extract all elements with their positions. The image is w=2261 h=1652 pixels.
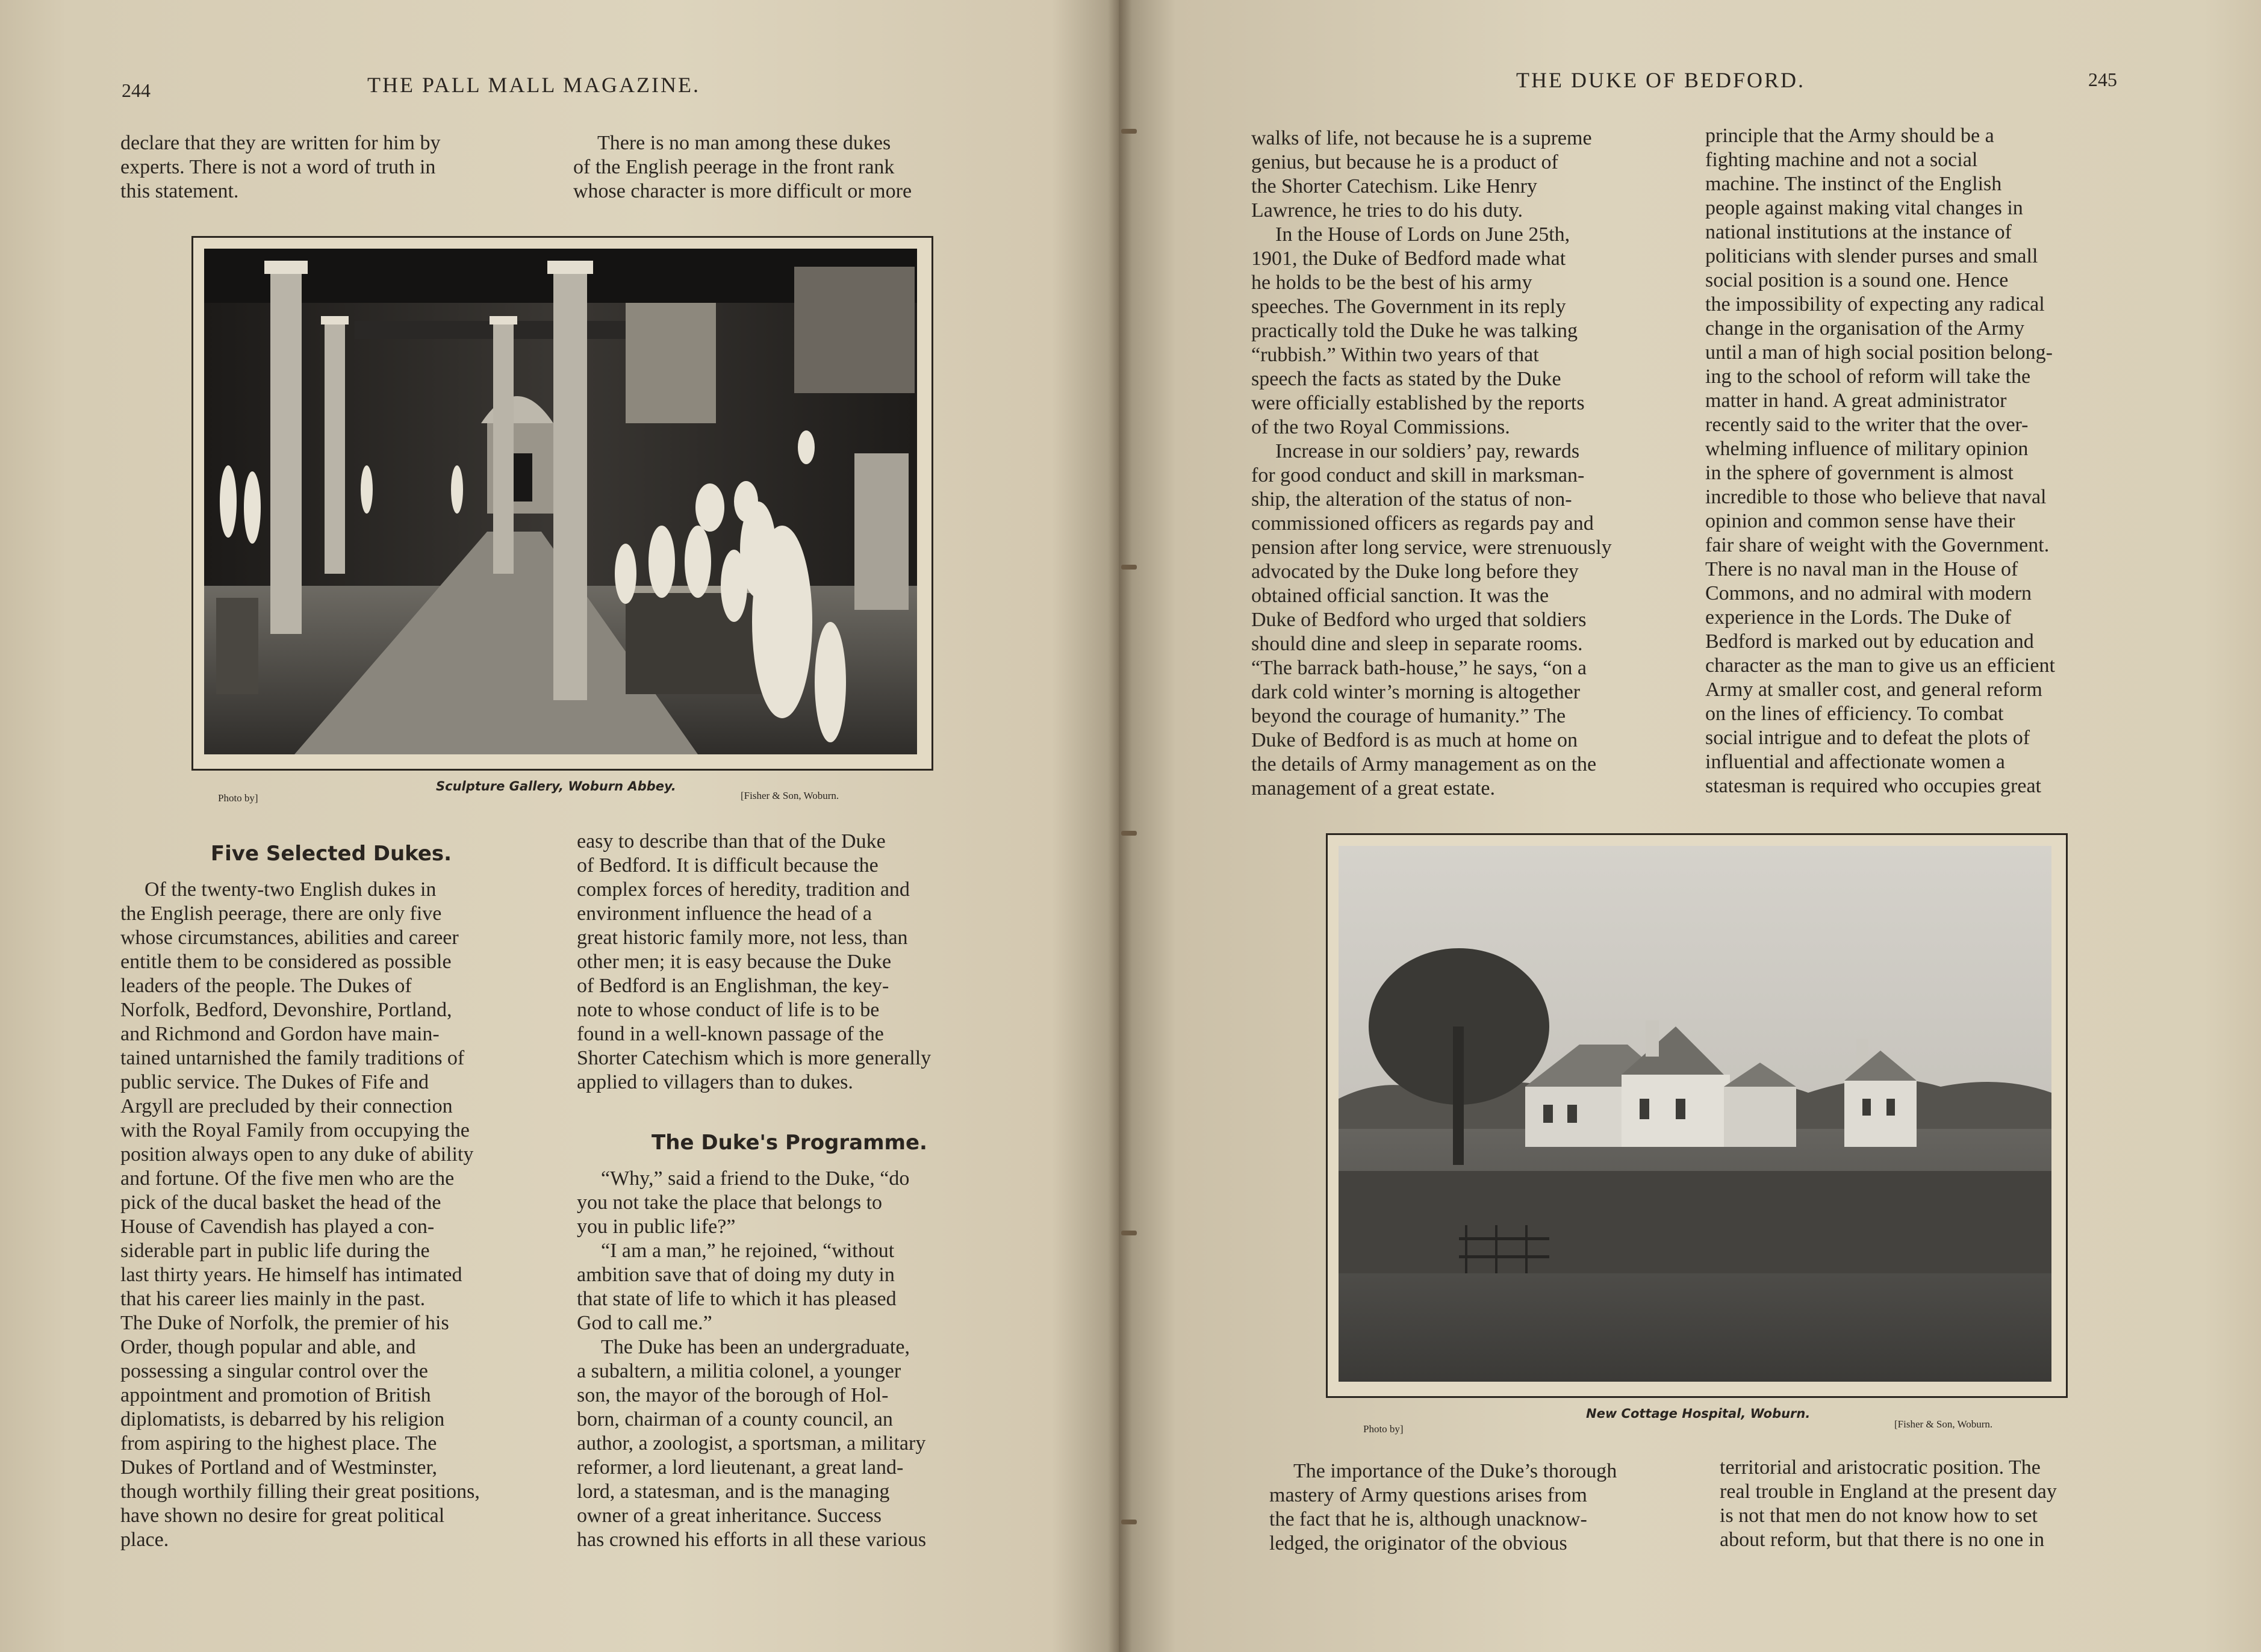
text-line: is not that men do not know how to set <box>1720 1504 2038 1527</box>
text-line: a subaltern, a militia colonel, a younger <box>577 1360 901 1382</box>
text-line: territorial and aristocratic position. The <box>1720 1456 2041 1479</box>
left-folio: 244 <box>122 79 151 101</box>
text-line: author, a zoologist, a sportsman, a military <box>577 1432 926 1455</box>
text-line: that his career lies mainly in the past. <box>120 1288 426 1310</box>
left-top-col2 <box>573 131 998 203</box>
text-line: of Bedford is an Englishman, the key- <box>577 975 889 997</box>
text-line: ledged, the originator of the obvious <box>1269 1532 1567 1554</box>
text-line: for good conduct and skill in marksman- <box>1251 464 1585 486</box>
text-line: obtained official sanction. It was the <box>1251 585 1549 607</box>
text-line: ship, the alteration of the status of non- <box>1251 488 1572 511</box>
text-line: last thirty years. He himself has intimated <box>120 1264 462 1286</box>
text-line: speeches. The Government in its reply <box>1251 296 1566 318</box>
text-line: principle that the Army should be a <box>1705 125 1994 147</box>
text-line: genius, but because he is a product of <box>1251 151 1558 173</box>
text-line: easy to describe than that of the Duke <box>577 830 886 852</box>
text-line: politicians with slender purses and small <box>1705 245 2038 267</box>
left-col2-body-a <box>577 830 1002 1095</box>
text-line: until a man of high social position belong- <box>1705 341 2053 364</box>
binding-stitch <box>1121 831 1137 836</box>
text-line: Argyll are precluded by their connection <box>120 1095 453 1117</box>
text-line: advocated by the Duke long before they <box>1251 560 1579 583</box>
text-line: of the two Royal Commissions. <box>1251 416 1510 438</box>
text-line: House of Cavendish has played a con- <box>120 1216 435 1238</box>
sculpture-gallery-caption: Sculpture Gallery, Woburn Abbey. <box>436 779 676 793</box>
binding-stitch <box>1121 1520 1137 1524</box>
text-line: you in public life?” <box>577 1216 736 1238</box>
left-running-head: THE PALL MALL MAGAZINE. <box>367 73 700 97</box>
right-bottom-col2 <box>1720 1456 2141 1552</box>
text-line: of Bedford. It is difficult because the <box>577 854 879 877</box>
text-line: “rubbish.” Within two years of that <box>1251 344 1539 366</box>
text-line: the English peerage, there are only five <box>120 902 442 925</box>
text-line: reformer, a lord lieutenant, a great land- <box>577 1456 904 1479</box>
text-line: “The barrack bath-house,” he says, “on a <box>1251 657 1587 679</box>
text-line: the details of Army management as on the <box>1251 753 1597 775</box>
text-line: experience in the Lords. The Duke of <box>1705 606 2012 629</box>
text-line: on the lines of efficiency. To combat <box>1705 703 2004 725</box>
text-line: “Why,” said a friend to the Duke, “do <box>601 1167 910 1190</box>
text-line: public service. The Dukes of Fife and <box>120 1071 429 1093</box>
text-line: Shorter Catechism which is more generally <box>577 1047 931 1069</box>
text-line: place. <box>120 1529 169 1551</box>
text-line: and Richmond and Gordon have main- <box>120 1023 440 1045</box>
text-line: experts. There is not a word of truth in <box>120 156 436 178</box>
photo-credit: [Fisher & Son, Woburn. <box>741 790 839 801</box>
text-line: born, chairman of a county council, an <box>577 1408 893 1430</box>
text-line: tained untarnished the family traditions of <box>120 1047 465 1069</box>
heading-dukes-programme: The Duke's Programme. <box>652 1131 927 1155</box>
text-line: fair share of weight with the Government. <box>1705 534 2050 556</box>
text-line: whose circumstances, abilities and career <box>120 927 459 949</box>
right-bottom-col1 <box>1269 1459 1686 1556</box>
text-line: pick of the ducal basket the head of the <box>120 1191 441 1214</box>
text-line: There is no man among these dukes <box>597 132 891 154</box>
text-line: beyond the courage of humanity.” The <box>1251 705 1566 727</box>
text-line: of the English peerage in the front rank <box>573 156 895 178</box>
text-line: God to call me.” <box>577 1312 712 1334</box>
text-line: leaders of the people. The Dukes of <box>120 975 412 997</box>
text-line: found in a well-known passage of the <box>577 1023 884 1045</box>
text-line: character as the man to give us an efficient <box>1705 654 2055 677</box>
text-line: diplomatists, is debarred by his religion <box>120 1408 445 1430</box>
text-line: appointment and promotion of British <box>120 1384 431 1406</box>
text-line: about reform, but that there is no one in <box>1720 1529 2045 1551</box>
right-folio: 245 <box>2088 69 2117 90</box>
text-line: note to whose conduct of life is to be <box>577 999 880 1021</box>
text-line: whose character is more difficult or more <box>573 180 912 202</box>
heading-five-selected-dukes: Five Selected Dukes. <box>210 842 452 866</box>
text-line: Order, though popular and able, and <box>120 1336 416 1358</box>
text-line: mastery of Army questions arises from <box>1269 1484 1587 1506</box>
text-line: The importance of the Duke’s thorough <box>1293 1460 1617 1482</box>
text-line: should dine and sleep in separate rooms. <box>1251 633 1583 655</box>
text-line: dark cold winter’s morning is altogether <box>1251 681 1581 703</box>
text-line: siderable part in public life during the <box>120 1240 430 1262</box>
text-line: management of a great estate. <box>1251 777 1495 800</box>
text-line: from aspiring to the highest place. The <box>120 1432 437 1455</box>
photo-credit: [Fisher & Son, Woburn. <box>1894 1418 1993 1430</box>
text-line: Lawrence, he tries to do his duty. <box>1251 199 1523 222</box>
text-line: Dukes of Portland and of Westminster, <box>120 1456 437 1479</box>
text-line: entitle them to be considered as possible <box>120 951 452 973</box>
text-line: real trouble in England at the present day <box>1720 1480 2057 1503</box>
text-line: other men; it is easy because the Duke <box>577 951 892 973</box>
text-line: recently said to the writer that the over- <box>1705 414 2029 436</box>
photo-by-label: Photo by] <box>1363 1423 1404 1435</box>
text-line: the Shorter Catechism. Like Henry <box>1251 175 1537 197</box>
text-line: national institutions at the instance of <box>1705 221 2012 243</box>
text-line: statesman is required who occupies great <box>1705 775 2041 797</box>
text-line: Increase in our soldiers’ pay, rewards <box>1275 440 1580 462</box>
text-line: possessing a singular control over the <box>120 1360 428 1382</box>
text-line: Commons, and no admiral with modern <box>1705 582 2032 604</box>
sculpture-gallery-photo <box>191 236 933 771</box>
text-line: influential and affectionate women a <box>1705 751 2005 773</box>
text-line: though worthily filling their great positions, <box>120 1480 480 1503</box>
cottage-hospital-caption: New Cottage Hospital, Woburn. <box>1586 1406 1811 1421</box>
text-line: he holds to be the best of his army <box>1251 272 1532 294</box>
text-line: opinion and common sense have their <box>1705 510 2015 532</box>
text-line: environment influence the head of a <box>577 902 872 925</box>
book-gutter <box>1108 0 1132 1652</box>
text-line: incredible to those who believe that naval <box>1705 486 2047 508</box>
text-line: that state of life to which it has pleased <box>577 1288 897 1310</box>
text-line: the impossibility of expecting any radical <box>1705 293 2045 315</box>
text-line: Army at smaller cost, and general reform <box>1705 678 2042 701</box>
text-line: social intrigue and to defeat the plots of <box>1705 727 2030 749</box>
left-col1-body <box>120 878 549 1552</box>
text-line: applied to villagers than to dukes. <box>577 1071 853 1093</box>
text-line: in the sphere of government is almost <box>1705 462 2014 484</box>
text-line: machine. The instinct of the English <box>1705 173 2002 195</box>
text-line: whelming influence of military opinion <box>1705 438 2029 460</box>
text-line: has crowned his efforts in all these various <box>577 1529 927 1551</box>
text-line: social position is a sound one. Hence <box>1705 269 2009 291</box>
text-line: great historic family more, not less, than <box>577 927 908 949</box>
text-line: ambition save that of doing my duty in <box>577 1264 895 1286</box>
text-line: complex forces of heredity, tradition and <box>577 878 910 901</box>
text-line: commissioned officers as regards pay and <box>1251 512 1594 535</box>
text-line: have shown no desire for great political <box>120 1504 445 1527</box>
text-line: In the House of Lords on June 25th, <box>1275 223 1570 246</box>
cottage-hospital-photo <box>1326 833 2068 1398</box>
binding-stitch <box>1121 1231 1137 1235</box>
text-line: walks of life, not because he is a supreme <box>1251 127 1592 149</box>
text-line: matter in hand. A great administrator <box>1705 390 2007 412</box>
text-line: declare that they are written for him by <box>120 132 441 154</box>
text-line: ing to the school of reform will take the <box>1705 365 2031 388</box>
sculpture-gallery-image <box>204 249 921 758</box>
text-line: position always open to any duke of ability <box>120 1143 474 1166</box>
text-line: Bedford is marked out by education and <box>1705 630 2034 653</box>
text-line: this statement. <box>120 180 239 202</box>
text-line: people against making vital changes in <box>1705 197 2023 219</box>
photo-by-label: Photo by] <box>218 792 258 804</box>
text-line: owner of a great inheritance. Success <box>577 1504 882 1527</box>
text-line: and fortune. Of the five men who are the <box>120 1167 455 1190</box>
text-line: Norfolk, Bedford, Devonshire, Portland, <box>120 999 452 1021</box>
right-col1-body <box>1251 126 1679 801</box>
text-line: speech the facts as stated by the Duke <box>1251 368 1561 390</box>
right-page <box>1119 0 2261 1652</box>
binding-stitch <box>1121 565 1137 570</box>
text-line: Duke of Bedford is as much at home on <box>1251 729 1578 751</box>
binding-stitch <box>1121 129 1137 134</box>
left-top-col1 <box>120 131 542 203</box>
text-line: The Duke has been an undergraduate, <box>601 1336 910 1358</box>
text-line: change in the organisation of the Army <box>1705 317 2025 340</box>
left-col2-body-b <box>577 1167 1002 1552</box>
left-page <box>0 0 1119 1652</box>
text-line: son, the mayor of the borough of Hol- <box>577 1384 889 1406</box>
cottage-hospital-image <box>1339 846 2055 1385</box>
text-line: Of the twenty-two English dukes in <box>145 878 437 901</box>
right-col2-body <box>1705 124 2138 798</box>
text-line: you not take the place that belongs to <box>577 1191 883 1214</box>
text-line: were officially established by the reports <box>1251 392 1585 414</box>
text-line: with the Royal Family from occupying the <box>120 1119 470 1141</box>
text-line: practically told the Duke he was talking <box>1251 320 1578 342</box>
text-line: Duke of Bedford who urged that soldiers <box>1251 609 1587 631</box>
right-running-head: THE DUKE OF BEDFORD. <box>1516 68 1806 92</box>
text-line: “I am a man,” he rejoined, “without <box>601 1240 895 1262</box>
text-line: lord, a statesman, and is the managing <box>577 1480 890 1503</box>
text-line: 1901, the Duke of Bedford made what <box>1251 247 1566 270</box>
text-line: There is no naval man in the House of <box>1705 558 2018 580</box>
text-line: pension after long service, were strenuously <box>1251 536 1612 559</box>
text-line: the fact that he is, although unacknow- <box>1269 1508 1587 1530</box>
text-line: The Duke of Norfolk, the premier of his <box>120 1312 449 1334</box>
text-line: fighting machine and not a social <box>1705 149 1978 171</box>
